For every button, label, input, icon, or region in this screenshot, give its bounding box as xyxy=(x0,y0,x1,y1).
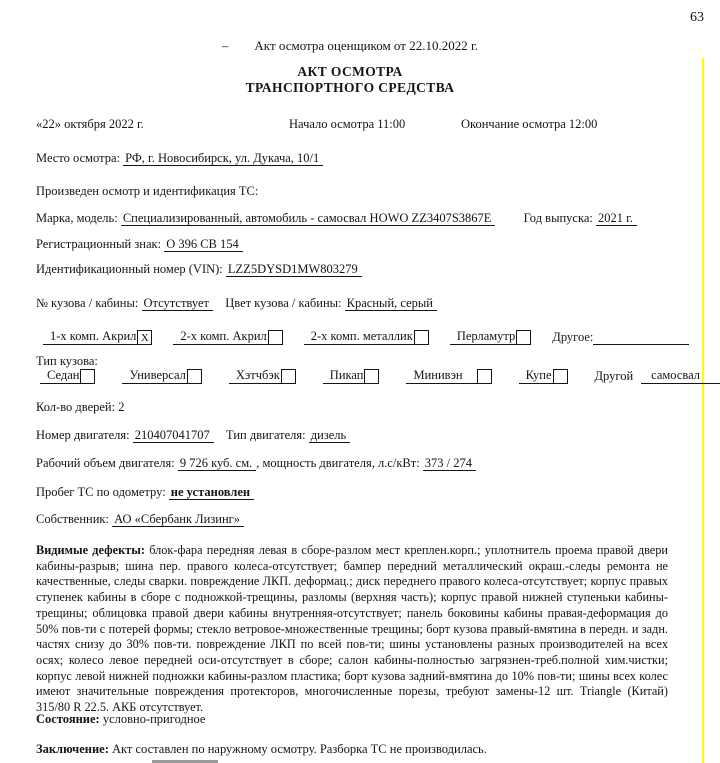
field-model-label: Марка, модель: xyxy=(36,211,118,225)
defects-paragraph xyxy=(36,543,668,716)
inspection-end-time: Окончание осмотра 12:00 xyxy=(461,117,598,131)
body-option-pickup xyxy=(323,368,380,384)
field-engine-value: 210407041707 xyxy=(133,428,214,443)
field-vin xyxy=(36,262,362,277)
field-reg-value: О 396 СВ 154 xyxy=(164,237,243,252)
conclusion-value: Акт составлен по наружному осмотру. Разборка ТС не производилась. xyxy=(111,742,487,756)
field-color-label: Цвет кузова / кабины: xyxy=(225,296,342,310)
checkbox-pearl xyxy=(516,330,531,345)
field-volume xyxy=(36,456,476,471)
paint-option-label: 2-х комп. металлик xyxy=(304,329,414,345)
body-option-label: Пикап xyxy=(323,368,365,384)
body-option-label: Универсал xyxy=(122,368,186,384)
field-model xyxy=(36,211,637,226)
body-option-sedan xyxy=(40,368,95,384)
field-reg-label: Регистрационный знак: xyxy=(36,237,162,251)
paint-type-row xyxy=(43,329,689,345)
list-dash: – xyxy=(221,38,229,53)
paint-option-acrylic-1k xyxy=(43,329,152,345)
field-year-value: 2021 г. xyxy=(596,211,637,226)
checkbox-wagon xyxy=(187,369,202,384)
field-model-value: Специализированный, автомобиль - самосвал HOWO ZZ3407S3867E xyxy=(121,211,496,226)
body-option-label: Минивэн xyxy=(406,368,476,384)
field-owner xyxy=(36,512,244,527)
checkbox-minivan xyxy=(477,369,492,384)
title-line-1: АКТ ОСМОТРА xyxy=(297,64,403,79)
highlight-line xyxy=(702,58,704,763)
inspection-start-time: Начало осмотра 11:00 xyxy=(289,117,406,131)
paint-other-blank xyxy=(593,331,689,345)
field-mileage xyxy=(36,485,254,500)
paint-option-pearl xyxy=(450,329,531,345)
condition-line xyxy=(36,712,205,727)
field-bodynum xyxy=(36,296,437,311)
reference-line xyxy=(0,38,700,54)
paint-option-label: 1-х комп. Акрил xyxy=(43,329,137,345)
body-type-label: Тип кузова: xyxy=(36,354,98,368)
checkbox-pickup xyxy=(364,369,379,384)
field-bodynum-value: Отсутствует xyxy=(142,296,213,311)
field-doors-value: 2 xyxy=(118,400,125,414)
document-title xyxy=(0,64,700,95)
checkbox-sedan xyxy=(80,369,95,384)
body-option-coupe xyxy=(519,368,568,384)
defects-text: блок-фара передняя левая в сборе-разлом мест креплен.корп.; уплотнитель проема правой двери кабины-разрыв; шина пер. правого колеса-отсутствует; бампер передний металлический окраш.-следы ремонта не качественные, следы сварки. повреждение ЛКП. деформац.; диск переднего правого колеса-отсутствует; корпус правых ступенек кабины в сборе с подножкой-трещины, разломы (верхняя часть); корпус правой нижней ступеньки кабины-трещины; облицовка правой двери кабины внутренняя-отсутствует; панель боковины кабины правая-деформация до 50% пов-ти с потерей формы; стекло ветровое-множественные трещины; борт кузова правый-вмятина в передн. и задн. частях снизу до 30% пов-ти. повреждение ЛКП по всей пов-ти; шины установлены разных производителей на всех осях; колесо левое передней оси-отсутствует в сборе; салон кабины-полностью загрязнен-треб.полной хим.чистки; корпус левой нижней подножки кабины-разлом пластика; борт кузова задний-вмятина до 10% пов-ти; шины всех колес имеют значительные повреждения протекторов, многочисленные порезы, требуют замены-12 шт. Triangle (Китай) 315/80 R 22.5. АКБ отсутствует. xyxy=(36,543,668,715)
reference-text: Акт осмотра оценщиком от 22.10.2022 г. xyxy=(254,38,479,53)
field-year-label: Год выпуска: xyxy=(523,211,593,225)
performed-line: Произведен осмотр и идентификация ТС: xyxy=(36,184,259,198)
field-owner-label: Собственник: xyxy=(36,512,109,526)
paint-option-acrylic-2k xyxy=(173,329,282,345)
field-engine-label: Номер двигателя: xyxy=(36,428,130,442)
field-place xyxy=(36,151,323,166)
body-option-other xyxy=(595,368,720,384)
body-option-label: Хэтчбэк xyxy=(229,368,281,384)
field-mileage-label: Пробег ТС по одометру: xyxy=(36,485,166,499)
field-bodynum-label: № кузова / кабины: xyxy=(36,296,139,310)
body-option-hatchback xyxy=(229,368,296,384)
field-mileage-value: не установлен xyxy=(169,485,254,500)
checkbox-acrylic-2k xyxy=(268,330,283,345)
field-volume-value: 9 726 куб. см. xyxy=(178,456,256,471)
title-line-2: ТРАНСПОРТНОГО СРЕДСТВА xyxy=(245,79,455,95)
paint-option-label: 2-х комп. Акрил xyxy=(173,329,267,345)
field-engine xyxy=(36,428,350,443)
field-power-label: , мощность двигателя, л.с/кВт: xyxy=(256,456,420,470)
condition-label: Состояние: xyxy=(36,712,100,726)
field-place-value: РФ, г. Новосибирск, ул. Дукача, 10/1 xyxy=(123,151,323,166)
field-vin-value: LZZ5DYSD1MW803279 xyxy=(226,262,362,277)
field-volume-label: Рабочий объем двигателя: xyxy=(36,456,175,470)
field-engine-type-value: дизель xyxy=(309,428,350,443)
conclusion-label: Заключение: xyxy=(36,742,109,756)
body-other-label: Другой xyxy=(594,369,634,383)
field-power-value: 373 / 274 xyxy=(423,456,476,471)
field-engine-type-label: Тип двигателя: xyxy=(226,428,306,442)
paint-option-metallic-2k xyxy=(304,329,429,345)
checkbox-hatchback xyxy=(281,369,296,384)
body-other-value: самосвал xyxy=(641,368,720,384)
paint-option-other xyxy=(552,330,689,345)
paint-option-label: Перламутр xyxy=(450,329,516,345)
checkbox-acrylic-1k: X xyxy=(137,330,152,345)
page-number: 63 xyxy=(690,10,704,25)
field-owner-value: АО «Сбербанк Лизинг» xyxy=(112,512,244,527)
paint-other-label: Другое: xyxy=(552,330,594,344)
body-type-row xyxy=(40,368,720,384)
body-option-wagon xyxy=(122,368,201,384)
checkbox-metallic-2k xyxy=(414,330,429,345)
inspection-date: «22» октября 2022 г. xyxy=(36,117,144,131)
condition-value: условно-пригодное xyxy=(102,712,206,726)
field-place-label: Место осмотра: xyxy=(36,151,121,165)
checkbox-coupe xyxy=(553,369,568,384)
field-reg xyxy=(36,237,243,252)
conclusion-line xyxy=(36,742,487,757)
field-doors-label: Кол-во дверей: xyxy=(36,400,116,414)
body-option-minivan xyxy=(406,368,491,384)
field-color-value: Красный, серый xyxy=(345,296,437,311)
field-vin-label: Идентификационный номер (VIN): xyxy=(36,262,223,276)
body-option-label: Седан xyxy=(40,368,80,384)
defects-label: Видимые дефекты: xyxy=(36,543,145,557)
field-doors xyxy=(36,400,124,415)
body-option-label: Купе xyxy=(519,368,553,384)
